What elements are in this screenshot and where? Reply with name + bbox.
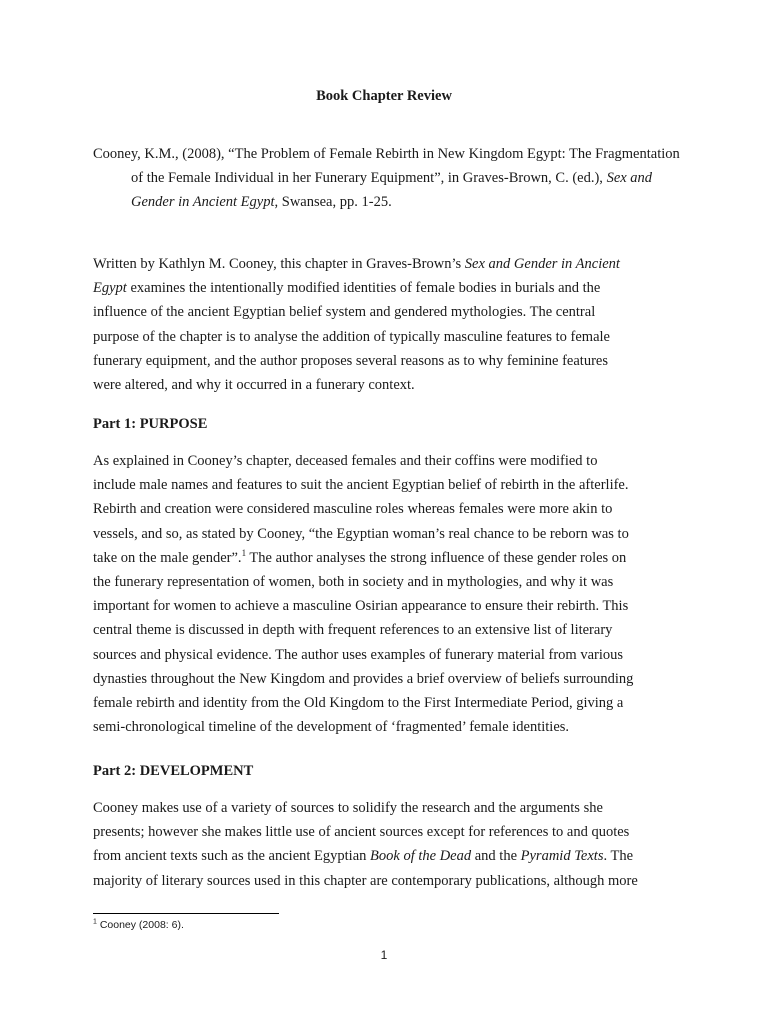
text-run: from ancient texts such as the ancient Egyptian bbox=[93, 848, 371, 865]
paragraph-line: central theme is discussed in depth with frequent references to an extensive list of literary bbox=[93, 622, 613, 639]
footnote-mark: 1 bbox=[93, 918, 97, 926]
italic-run: Pyramid Texts bbox=[520, 848, 604, 865]
paragraph-line: include male names and features to suit the ancient Egyptian belief of rebirth in the afterlife. bbox=[93, 477, 629, 494]
paragraph-line bbox=[93, 276, 683, 300]
paragraph-line: dynasties throughout the New Kingdom and provides a brief overview of beliefs surrounding bbox=[93, 670, 634, 687]
citation-reference bbox=[93, 142, 683, 214]
section-heading-purpose: Part 1: PURPOSE bbox=[93, 416, 208, 432]
citation-text: of the Female Individual in her Funerary Equipment”, in Graves-Brown, C. (ed.), bbox=[131, 170, 607, 186]
text-run: . The bbox=[603, 848, 634, 865]
text-run: take on the male gender”. bbox=[93, 549, 242, 566]
paragraph-line: the funerary representation of women, both in society and in mythologies, and why it was bbox=[93, 574, 614, 591]
paragraph-line: funerary equipment, and the author proposes several reasons as to why feminine features bbox=[93, 352, 608, 369]
citation-line bbox=[93, 166, 683, 190]
paragraph-line: majority of literary sources used in this chapter are contemporary publications, although more bbox=[93, 872, 638, 889]
citation-text: , Swansea, pp. 1-25. bbox=[274, 194, 392, 210]
paragraph-line: Cooney makes use of a variety of sources to solidify the research and the arguments she bbox=[93, 800, 603, 816]
footnote-reference[interactable]: 1 bbox=[241, 547, 247, 558]
citation-italic: Sex and bbox=[606, 170, 653, 186]
document-title: Book Chapter Review bbox=[316, 88, 452, 104]
page-number: 1 bbox=[380, 948, 388, 962]
section-heading-development: Part 2: DEVELOPMENT bbox=[93, 763, 254, 779]
text-run: examines the intentionally modified identities of female bodies in burials and the bbox=[126, 280, 601, 297]
citation-italic: Gender in Ancient Egypt bbox=[131, 194, 275, 210]
text-run: and the bbox=[471, 848, 521, 865]
italic-run: Book of the Dead bbox=[370, 848, 472, 865]
footnote-divider bbox=[93, 913, 279, 914]
text-run: The author analyses the strong influence of these gender roles on bbox=[246, 549, 627, 566]
paragraph-line: were altered, and why it occurred in a funerary context. bbox=[93, 377, 415, 394]
paragraph-line bbox=[93, 252, 683, 276]
paragraph-line: Rebirth and creation were considered masculine roles whereas females were more akin to bbox=[93, 501, 613, 518]
text-run: Written by Kathlyn M. Cooney, this chapter in Graves-Brown’s bbox=[93, 256, 465, 272]
footnote bbox=[93, 919, 184, 931]
paragraph-line: semi-chronological timeline of the development of ‘fragmented’ female identities. bbox=[93, 719, 570, 736]
development-paragraph bbox=[93, 796, 683, 893]
paragraph-line: influence of the ancient Egyptian belief system and gendered mythologies. The central bbox=[93, 304, 596, 321]
citation-line: Cooney, K.M., (2008), “The Problem of Female Rebirth in New Kingdom Egypt: The Fragmentation bbox=[93, 146, 680, 162]
intro-paragraph bbox=[93, 252, 683, 397]
paragraph-line: As explained in Cooney’s chapter, deceased females and their coffins were modified to bbox=[93, 453, 598, 469]
citation-line bbox=[93, 190, 683, 214]
paragraph-line: purpose of the chapter is to analyse the addition of typically masculine features to female bbox=[93, 328, 610, 345]
paragraph-line: presents; however she makes little use of ancient sources except for references to and quotes bbox=[93, 824, 630, 841]
paragraph-line: vessels, and so, as stated by Cooney, “the Egyptian woman’s real chance to be reborn was to bbox=[93, 525, 629, 542]
italic-run: Egypt bbox=[93, 280, 127, 297]
footnote-text: Cooney (2008: 6). bbox=[96, 919, 184, 931]
paragraph-line bbox=[93, 844, 683, 868]
paragraph-line: important for women to achieve a masculine Osirian appearance to ensure their rebirth. This bbox=[93, 598, 629, 615]
purpose-paragraph bbox=[93, 449, 683, 739]
paragraph-line: female rebirth and identity from the Old Kingdom to the First Intermediate Period, giving a bbox=[93, 695, 624, 712]
paragraph-line bbox=[93, 546, 683, 570]
italic-run: Sex and Gender in Ancient bbox=[464, 256, 620, 272]
paragraph-line: sources and physical evidence. The author uses examples of funerary material from various bbox=[93, 646, 624, 663]
